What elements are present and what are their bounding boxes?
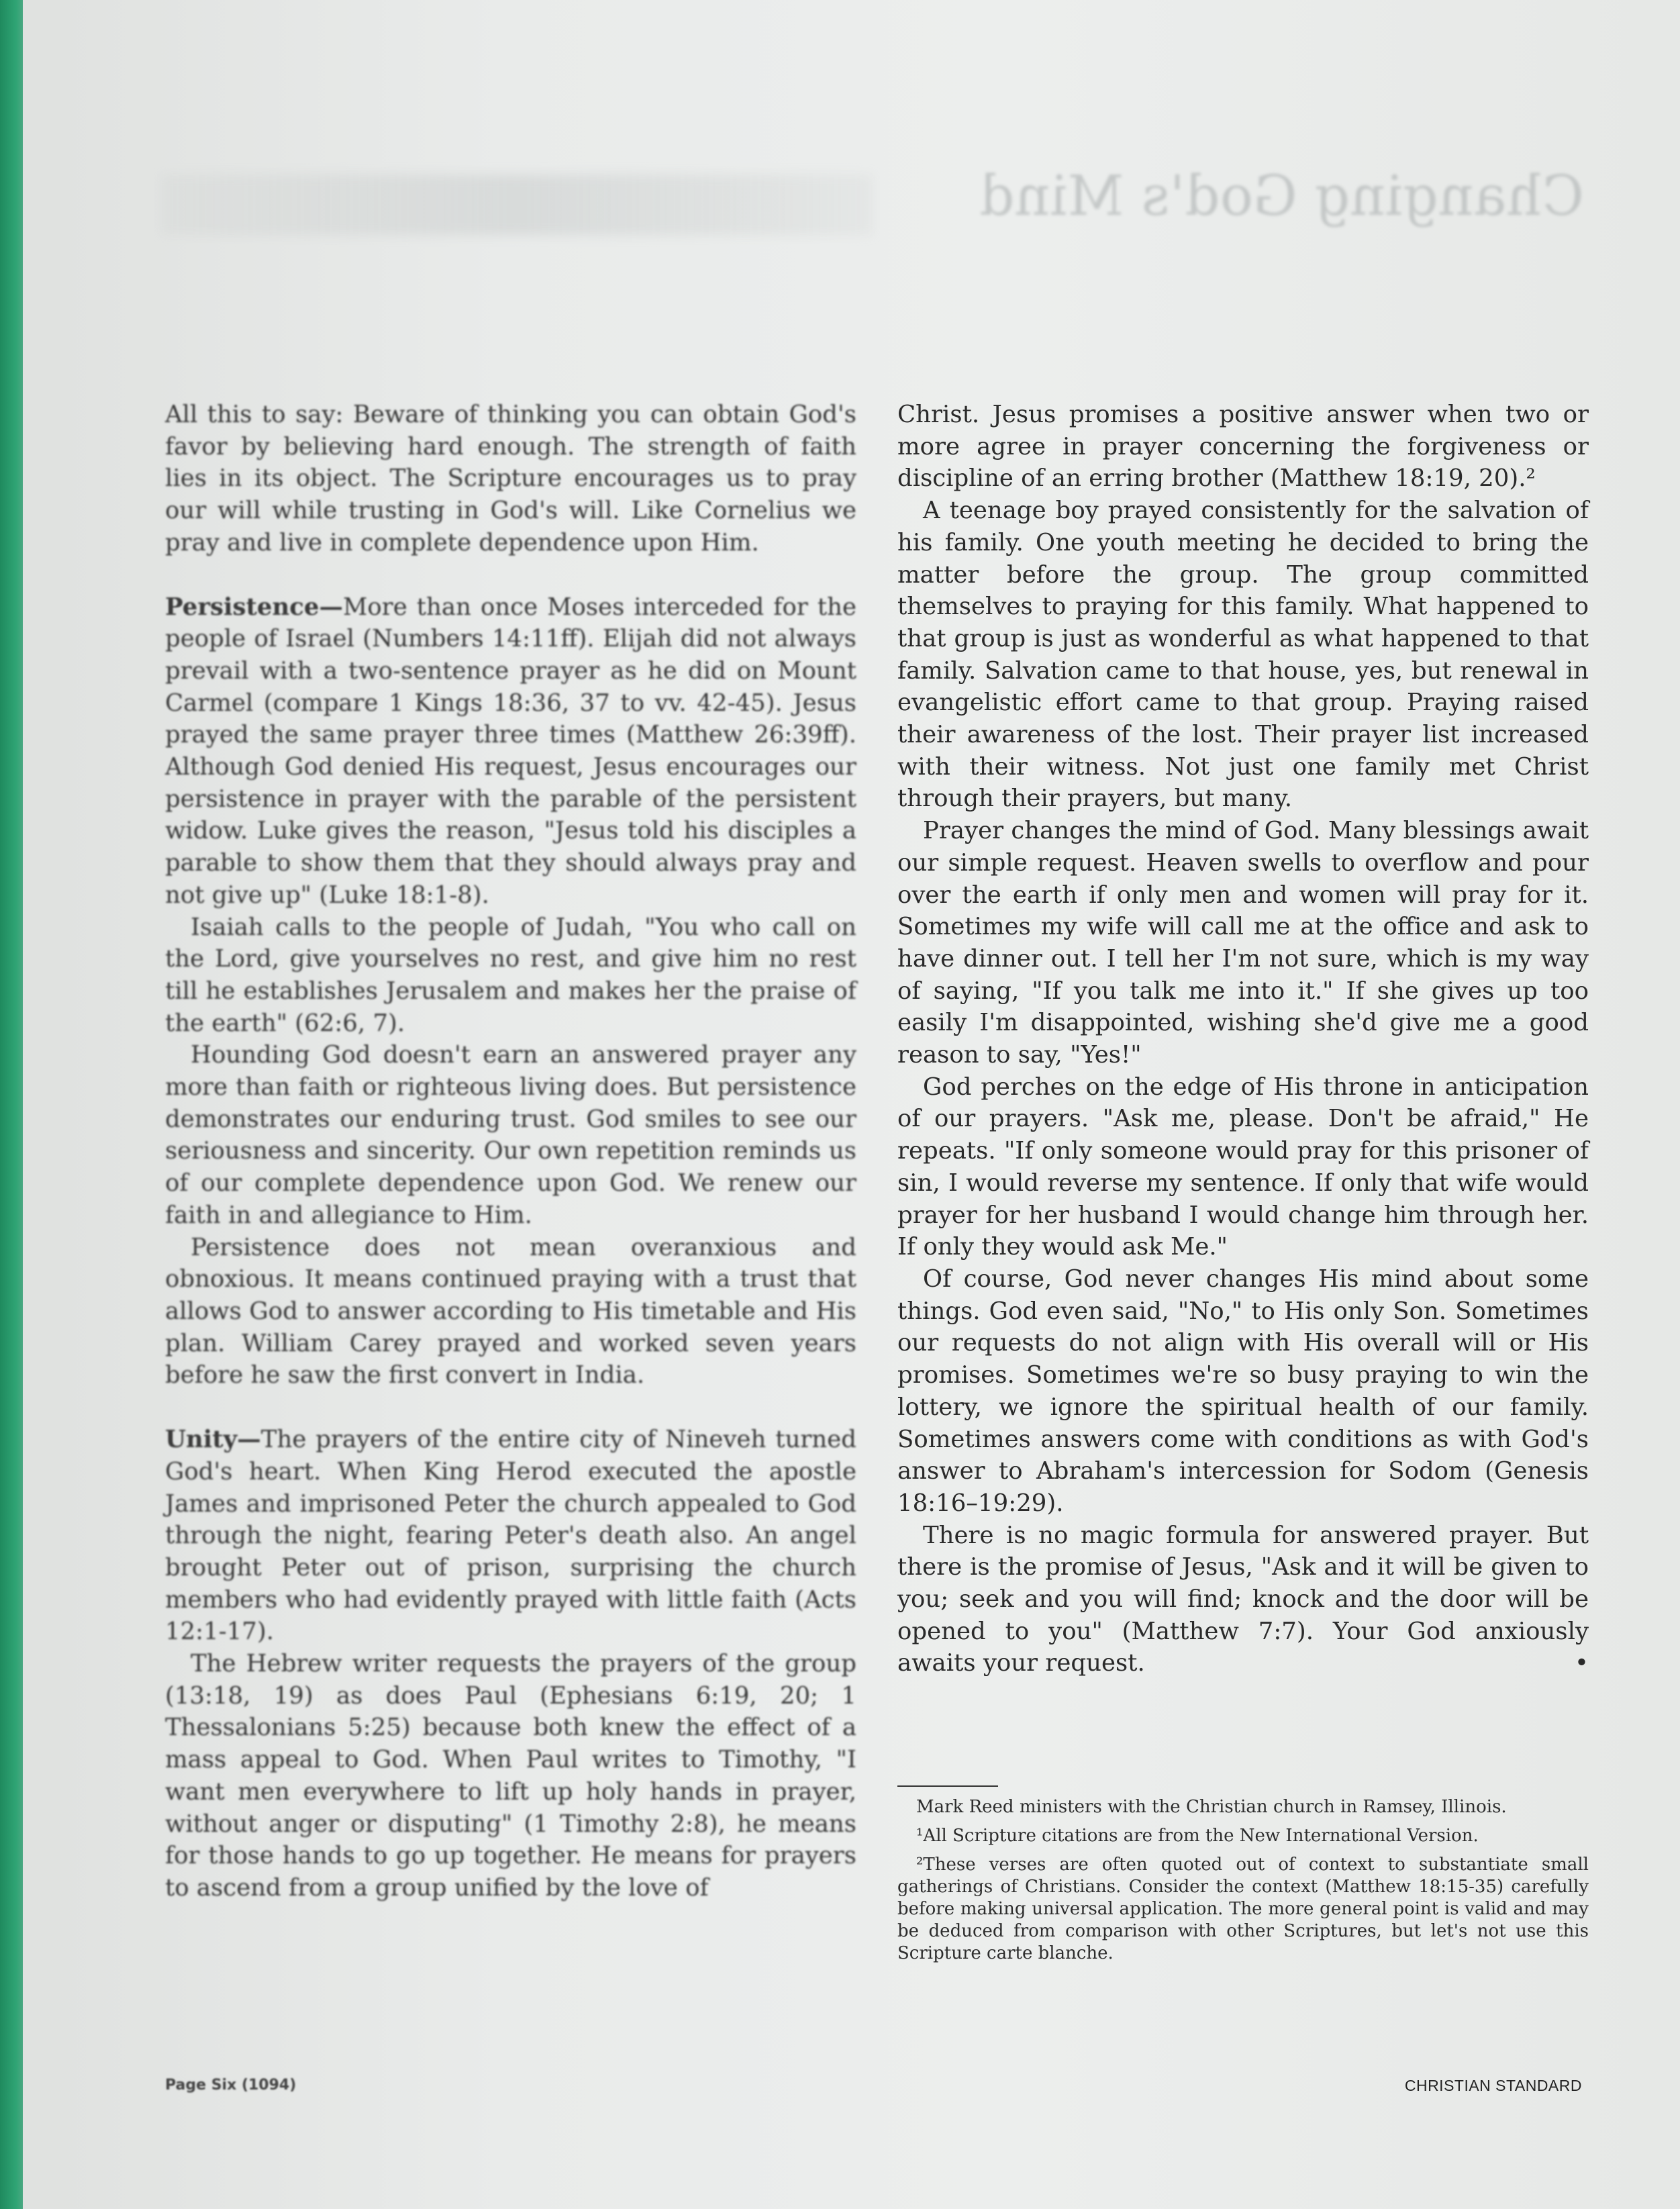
persistence-paragraph-3: Hounding God doesn't earn an answered prayer any more than faith or righteous living does. But persistence demonstrates our enduring trust. God smiles to see our seriousness and sincerity. Our own repetition reminds us of our complete dependence upon God. We renew our faith in and allegiance to Him.: [165, 1041, 856, 1229]
left-column: [165, 399, 856, 1904]
persistence-paragraph-4: Persistence does not mean overanxious and obnoxious. It means continued praying with a trust that allows God to answer according to His timetable and His plan. William Carey prayed and worked seven years before he saw the first convert in India.: [165, 1233, 856, 1389]
body-paragraph-1: Christ. Jesus promises a positive answer when two or more agree in prayer concerning the forgiveness or discipline of an erring brother (Matthew 18:19, 20).²: [897, 401, 1589, 493]
body-paragraph-4: God perches on the edge of His throne in anticipation of our prayers. "Ask me, please. Don't be afraid," He repeats. "If only someone would pray for this prisoner of sin, I would reverse my sentence. If only that wife would prayer for her husband I would change him through her. If only they would ask Me.": [897, 1073, 1589, 1261]
unity-paragraph-1: [165, 1424, 856, 1648]
footnotes: [897, 1785, 1589, 1971]
author-note: Mark Reed ministers with the Christian church in Ramsey, Illinois.: [916, 1797, 1507, 1817]
bleed-through-title: Changing God's Mind: [979, 164, 1584, 228]
unity-paragraph-2: The Hebrew writer requests the prayers of the group (13:18, 19) as does Paul (Ephesians 6:19, 20; 1 Thessalonians 5:25) because both knew the effect of a mass appeal to God. When Paul writes to Timothy, "I want men everywhere to lift up holy hands in prayer, without anger or disputing" (1 Timothy 2:8), he means for those hands to go up together. He means for prayers to ascend from a group unified by the love of: [165, 1650, 856, 1902]
intro-paragraph: All this to say: Beware of thinking you can obtain God's favor by believing hard enough. The strength of faith lies in its object. The Scripture encourages us to pray our will while trusting in God's will. Like Cornelius we pray and live in complete dependence upon Him.: [165, 401, 856, 556]
persistence-text-1: More than once Moses interceded for the people of Israel (Numbers 14:11ff). Elijah did not always prevail with a two-sentence prayer as he did on Mount Carmel (compare 1 Kings 18:36, 37 to vv. 42-45). Jesus prayed the same prayer three times (Matthew 26:39ff). Although God denied His request, Jesus encourages our persistence in prayer with the parable of the persistent widow. Luke gives the reason, "Jesus told his disciples a parable to show them that they should always pray and not give up" (Luke 18:1-8).: [165, 593, 856, 909]
right-column: [897, 399, 1589, 1679]
footnote-rule: [897, 1785, 998, 1787]
body-paragraph-6: [897, 1520, 1589, 1680]
persistence-heading: Persistence—: [165, 593, 343, 621]
persistence-paragraph-2: Isaiah calls to the people of Judah, "You who call on the Lord, give yourselves no rest, and give him no rest till he establishes Jerusalem and makes her the praise of the earth" (62:6, 7).: [165, 913, 856, 1037]
page-number: Page Six (1094): [165, 2077, 297, 2094]
persistence-paragraph-1: [165, 591, 856, 912]
unity-text-1: The prayers of the entire city of Nineveh turned God's heart. When King Herod executed the apostle James and imprisoned Peter the church appealed to God through the night, fearing Peter's death also. An angel brought Peter out of prison, surprising the church members who had evidently prayed with little faith (Acts 12:1-17).: [165, 1426, 856, 1646]
footnote-2: ²These verses are often quoted out of context to substantiate small gatherings of Christians. Consider the context (Matthew 18:15-35) carefully before making universal application. The more general point is valid and may be deduced from comparison with other Scriptures, but let's not use this Scripture carte blanche.: [897, 1855, 1589, 1963]
closing-text: There is no magic formula for answered prayer. But there is the promise of Jesus, "Ask and it will be given to you; seek and you will find; knock and the door will be opened to you" (Matthew 7:7). Your God anxiously awaits your request.: [897, 1521, 1589, 1677]
body-paragraph-2: A teenage boy prayed consistently for the salvation of his family. One youth meeting he decided to bring the matter before the group. The group committed themselves to praying for this family. What happened to that group is just as wonderful as what happened to that family. Salvation came to that house, yes, but renewal in evangelistic effort came to that group. Praying raised their awareness of the lost. Their prayer list increased with their witness. Not just one family met Christ through their prayers, but many.: [897, 497, 1589, 813]
green-page-edge: [0, 0, 23, 2209]
body-paragraph-5: Of course, God never changes His mind about some things. God even said, "No," to His only Son. Sometimes our requests do not align with His overall will or His promises. Sometimes we're so busy praying to win the lottery, we ignore the spiritual health of our family. Sometimes answers come with conditions as with God's answer to Abraham's intercession for Sodom (Genesis 18:16–19:29).: [897, 1265, 1589, 1517]
footnote-1: ¹All Scripture citations are from the New International Version.: [916, 1826, 1479, 1846]
unity-heading: Unity—: [165, 1426, 261, 1454]
body-paragraph-3: Prayer changes the mind of God. Many blessings await our simple request. Heaven swells to overflow and pour over the earth if only men and women will pray for it. Sometimes my wife will call me at the office and ask to have dinner out. I tell her I'm not sure, which is my way of saying, "If you talk me into it." If she gives up too easily I'm disappointed, wishing she'd give me a good reason to say, "Yes!": [897, 817, 1589, 1069]
bleed-through-shadow: [161, 175, 873, 235]
publication-name: CHRISTIAN STANDARD: [1404, 2077, 1582, 2094]
end-of-article-mark: •: [1575, 1649, 1589, 1677]
